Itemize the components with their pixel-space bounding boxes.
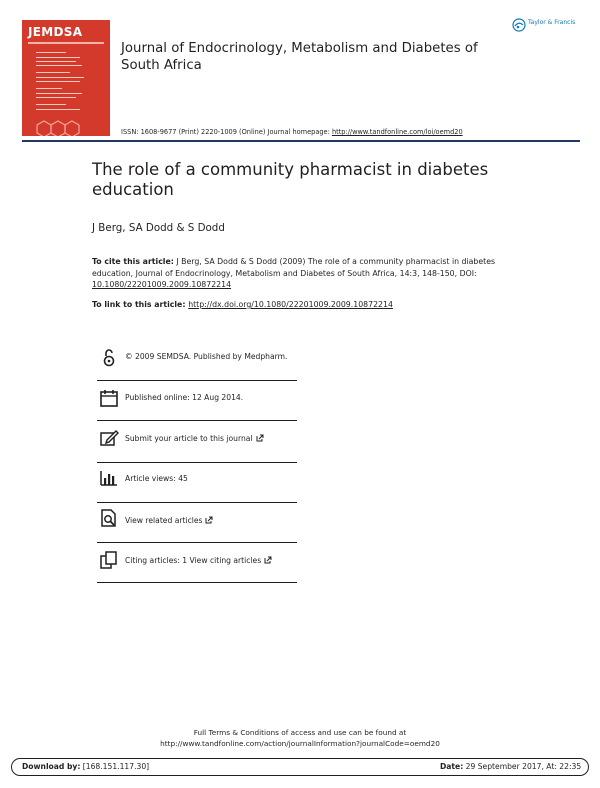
download-date — [440, 762, 581, 771]
row-separator — [97, 420, 297, 421]
view-related-text: View related articles — [125, 516, 203, 525]
external-link-icon — [205, 516, 213, 524]
journal-cover-thumbnail — [22, 20, 110, 136]
issn-line — [121, 128, 463, 136]
download-date-label: Date: — [440, 762, 464, 771]
row-separator — [97, 462, 297, 463]
cite-text: J Berg, SA Dodd & S Dodd (2009) The role of a community pharmacist in diabetes education, Journal of Endocrinology, Metabolism and Diabetes of South Africa, 14:3, 148-150, DOI: — [92, 257, 496, 278]
view-related-link[interactable] — [125, 516, 213, 525]
row-separator — [97, 542, 297, 543]
citation-block — [92, 256, 532, 291]
article-authors: J Berg, SA Dodd & S Dodd — [92, 222, 225, 234]
external-link-icon — [256, 434, 264, 442]
submit-article-text: Submit your article to this journal — [125, 434, 253, 443]
journal-homepage-link[interactable]: http://www.tandfonline.com/loi/oemd20 — [331, 128, 463, 136]
info-row-copyright — [97, 346, 297, 388]
terms-line: Full Terms & Conditions of access and use can be found at — [193, 728, 407, 737]
link-label: To link to this article: — [92, 300, 189, 309]
copyright-text: © 2009 SEMDSA. Published by Medpharm. — [125, 352, 288, 361]
cover-hexagon-pattern — [36, 120, 96, 136]
published-online-text: Published online: 12 Aug 2014. — [125, 393, 244, 402]
open-access-icon — [99, 348, 119, 368]
terms-url-link[interactable]: http://www.tandfonline.com/action/journalInformation?journalCode=oemd20 — [160, 738, 440, 748]
header-rule — [22, 140, 580, 142]
citing-articles-text: Citing articles: 1 View citing articles — [125, 556, 262, 565]
submit-pencil-icon — [99, 428, 119, 448]
article-link-line — [92, 300, 393, 309]
bar-chart-icon — [99, 468, 119, 488]
taylor-francis-logo-icon[interactable] — [512, 18, 526, 32]
view-related-icon — [99, 508, 119, 528]
issn-text: ISSN: 1608-9677 (Print) 2220-1009 (Online) Journal homepage: — [121, 128, 332, 136]
journal-title: Journal of Endocrinology, Metabolism and Diabetes of South Africa — [121, 41, 478, 73]
article-doi-url-link[interactable]: http://dx.doi.org/10.1080/22201009.2009.10872214 — [188, 300, 393, 309]
external-link-icon — [264, 556, 272, 564]
article-title: The role of a community pharmacist in diabetes education — [92, 160, 489, 199]
row-separator — [97, 380, 297, 381]
article-views-text: Article views: 45 — [125, 474, 188, 483]
calendar-icon — [99, 388, 119, 408]
row-separator — [97, 502, 297, 503]
info-row-citing[interactable] — [97, 550, 297, 592]
cover-divider — [28, 42, 104, 44]
submit-article-link[interactable] — [125, 434, 264, 443]
info-row-submit[interactable] — [97, 428, 297, 470]
download-date-value: 29 September 2017, At: 22:35 — [463, 762, 582, 771]
info-row-views — [97, 468, 297, 510]
cite-label: To cite this article: — [92, 257, 174, 266]
row-separator — [97, 582, 297, 583]
downloaded-by-value: [168.151.117.30] — [80, 762, 150, 771]
info-row-published — [97, 388, 297, 430]
publisher-logo-text[interactable]: Taylor & Francis — [528, 19, 576, 26]
doi-link[interactable]: 10.1080/22201009.2009.10872214 — [92, 280, 232, 289]
citing-articles-icon — [99, 550, 119, 570]
terms-footer — [0, 728, 600, 749]
downloaded-by-label: Download by: — [22, 762, 81, 771]
citing-articles-link[interactable] — [125, 556, 272, 565]
info-row-related[interactable] — [97, 508, 297, 550]
downloaded-by — [22, 762, 149, 771]
cover-title: JEMDSA — [28, 25, 83, 39]
